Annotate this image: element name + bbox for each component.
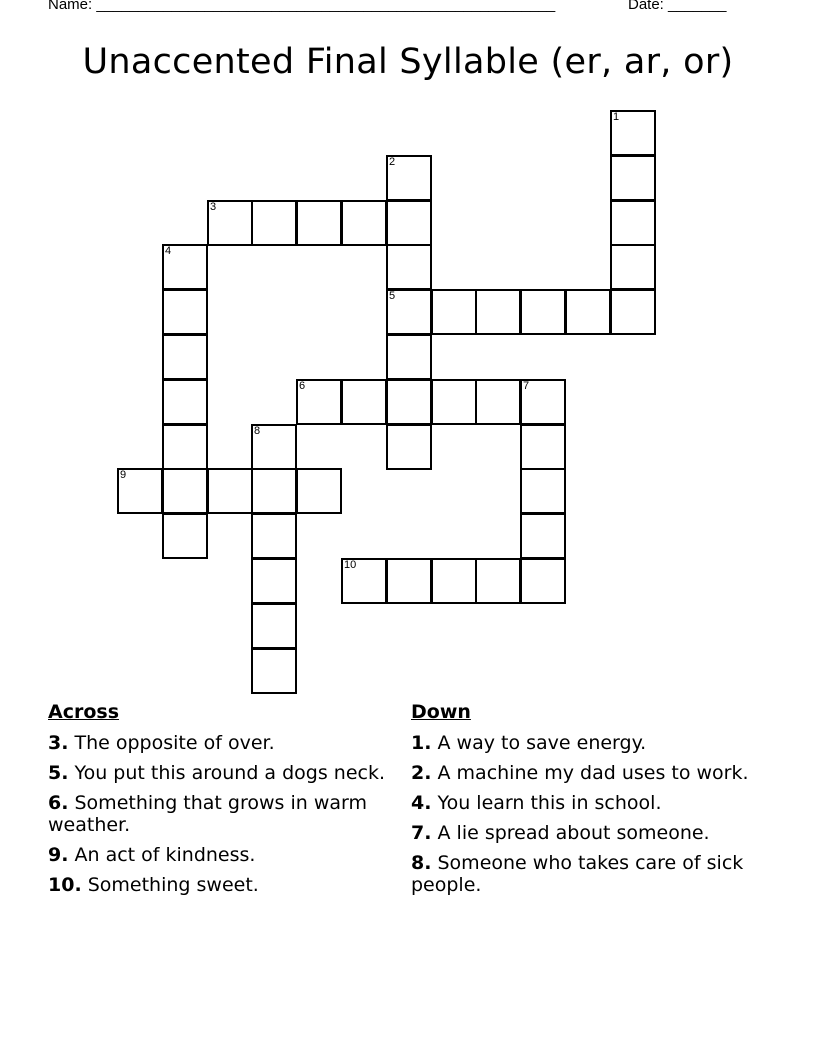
clue-number: 8. xyxy=(411,852,432,874)
down-clue xyxy=(411,732,751,754)
crossword-cell[interactable] xyxy=(162,468,208,514)
down-clue xyxy=(411,822,751,844)
crossword-cell[interactable] xyxy=(610,289,656,335)
down-heading: Down xyxy=(411,701,471,723)
crossword-cell[interactable] xyxy=(117,468,163,514)
cell-number: 8 xyxy=(254,425,261,437)
header xyxy=(48,0,748,13)
crossword-cell[interactable] xyxy=(251,200,297,246)
down-clue xyxy=(411,762,751,784)
clue-number: 6. xyxy=(48,792,69,814)
crossword-cell[interactable] xyxy=(386,289,432,335)
crossword-cell[interactable] xyxy=(431,379,477,425)
crossword-cell[interactable] xyxy=(162,513,208,559)
clue-text: You put this around a dogs neck. xyxy=(74,762,386,784)
crossword-cell[interactable] xyxy=(520,379,566,425)
crossword-cell[interactable] xyxy=(386,558,432,604)
cell-number: 2 xyxy=(389,156,396,168)
clue-text: A lie spread about someone. xyxy=(437,822,710,844)
clue-text: An act of kindness. xyxy=(74,844,256,866)
clue-number: 3. xyxy=(48,732,69,754)
across-clue xyxy=(48,874,388,896)
crossword-cell[interactable] xyxy=(251,648,297,694)
crossword-cell[interactable] xyxy=(207,468,253,514)
crossword-cell[interactable] xyxy=(251,513,297,559)
across-clue xyxy=(48,844,388,866)
across-clue xyxy=(48,762,388,784)
clue-text: A way to save energy. xyxy=(437,732,647,754)
clue-text: You learn this in school. xyxy=(437,792,662,814)
crossword-cell[interactable] xyxy=(431,289,477,335)
down-clue xyxy=(411,792,751,814)
cell-number: 3 xyxy=(210,201,217,213)
crossword-cell[interactable] xyxy=(475,289,521,335)
page-title: Unaccented Final Syllable (er, ar, or) xyxy=(82,42,734,82)
crossword-cell[interactable] xyxy=(251,603,297,649)
crossword-cell[interactable] xyxy=(251,468,297,514)
crossword-cell[interactable] xyxy=(475,379,521,425)
clue-text: Something that grows in warm weather. xyxy=(48,792,368,836)
down-clue xyxy=(411,852,751,896)
crossword-cell[interactable] xyxy=(162,244,208,290)
clue-text: The opposite of over. xyxy=(74,732,275,754)
crossword-cell[interactable] xyxy=(341,558,387,604)
crossword-cell[interactable] xyxy=(520,289,566,335)
clue-number: 9. xyxy=(48,844,69,866)
crossword-cell[interactable] xyxy=(431,558,477,604)
clue-number: 1. xyxy=(411,732,432,754)
clue-number: 4. xyxy=(411,792,432,814)
clue-text: A machine my dad uses to work. xyxy=(437,762,749,784)
crossword-cell[interactable] xyxy=(386,424,432,470)
across-clue xyxy=(48,732,388,754)
crossword-cell[interactable] xyxy=(386,155,432,201)
crossword-cell[interactable] xyxy=(475,558,521,604)
crossword-cell[interactable] xyxy=(341,379,387,425)
crossword-cell[interactable] xyxy=(207,200,253,246)
crossword-cell[interactable] xyxy=(610,244,656,290)
crossword-cell[interactable] xyxy=(610,155,656,201)
cell-number: 7 xyxy=(523,380,530,392)
crossword-cell[interactable] xyxy=(162,379,208,425)
clue-number: 2. xyxy=(411,762,432,784)
clue-number: 10. xyxy=(48,874,82,896)
clue-number: 5. xyxy=(48,762,69,784)
crossword-cell[interactable] xyxy=(296,200,342,246)
crossword-cell[interactable] xyxy=(610,200,656,246)
date-field[interactable]: Date: _______ xyxy=(628,0,727,13)
crossword-cell[interactable] xyxy=(162,334,208,380)
crossword-cell[interactable] xyxy=(565,289,611,335)
down-clues xyxy=(411,700,751,904)
crossword-cell[interactable] xyxy=(296,468,342,514)
crossword-cell[interactable] xyxy=(520,424,566,470)
across-clue xyxy=(48,792,388,836)
cell-number: 10 xyxy=(344,559,357,571)
clue-text: Someone who takes care of sick people. xyxy=(411,852,744,896)
cell-number: 9 xyxy=(120,469,127,481)
crossword-cell[interactable] xyxy=(386,200,432,246)
cell-number: 4 xyxy=(165,245,172,257)
crossword-cell[interactable] xyxy=(520,468,566,514)
crossword-cell[interactable] xyxy=(251,424,297,470)
cell-number: 6 xyxy=(299,380,306,392)
crossword-cell[interactable] xyxy=(296,379,342,425)
crossword-cell[interactable] xyxy=(162,289,208,335)
name-field[interactable]: Name: _______________________________________________________ xyxy=(48,0,556,13)
crossword-cell[interactable] xyxy=(386,244,432,290)
across-clues xyxy=(48,700,388,904)
crossword-cell[interactable] xyxy=(251,558,297,604)
crossword-cell[interactable] xyxy=(386,334,432,380)
crossword-cell[interactable] xyxy=(341,200,387,246)
across-heading: Across xyxy=(48,701,120,723)
crossword-cell[interactable] xyxy=(386,379,432,425)
clue-text: Something sweet. xyxy=(87,874,259,896)
crossword-cell[interactable] xyxy=(520,513,566,559)
cell-number: 5 xyxy=(389,290,396,302)
clue-number: 7. xyxy=(411,822,432,844)
crossword-cell[interactable] xyxy=(162,424,208,470)
crossword-cell[interactable] xyxy=(520,558,566,604)
crossword-cell[interactable] xyxy=(610,110,656,156)
cell-number: 1 xyxy=(613,111,620,123)
